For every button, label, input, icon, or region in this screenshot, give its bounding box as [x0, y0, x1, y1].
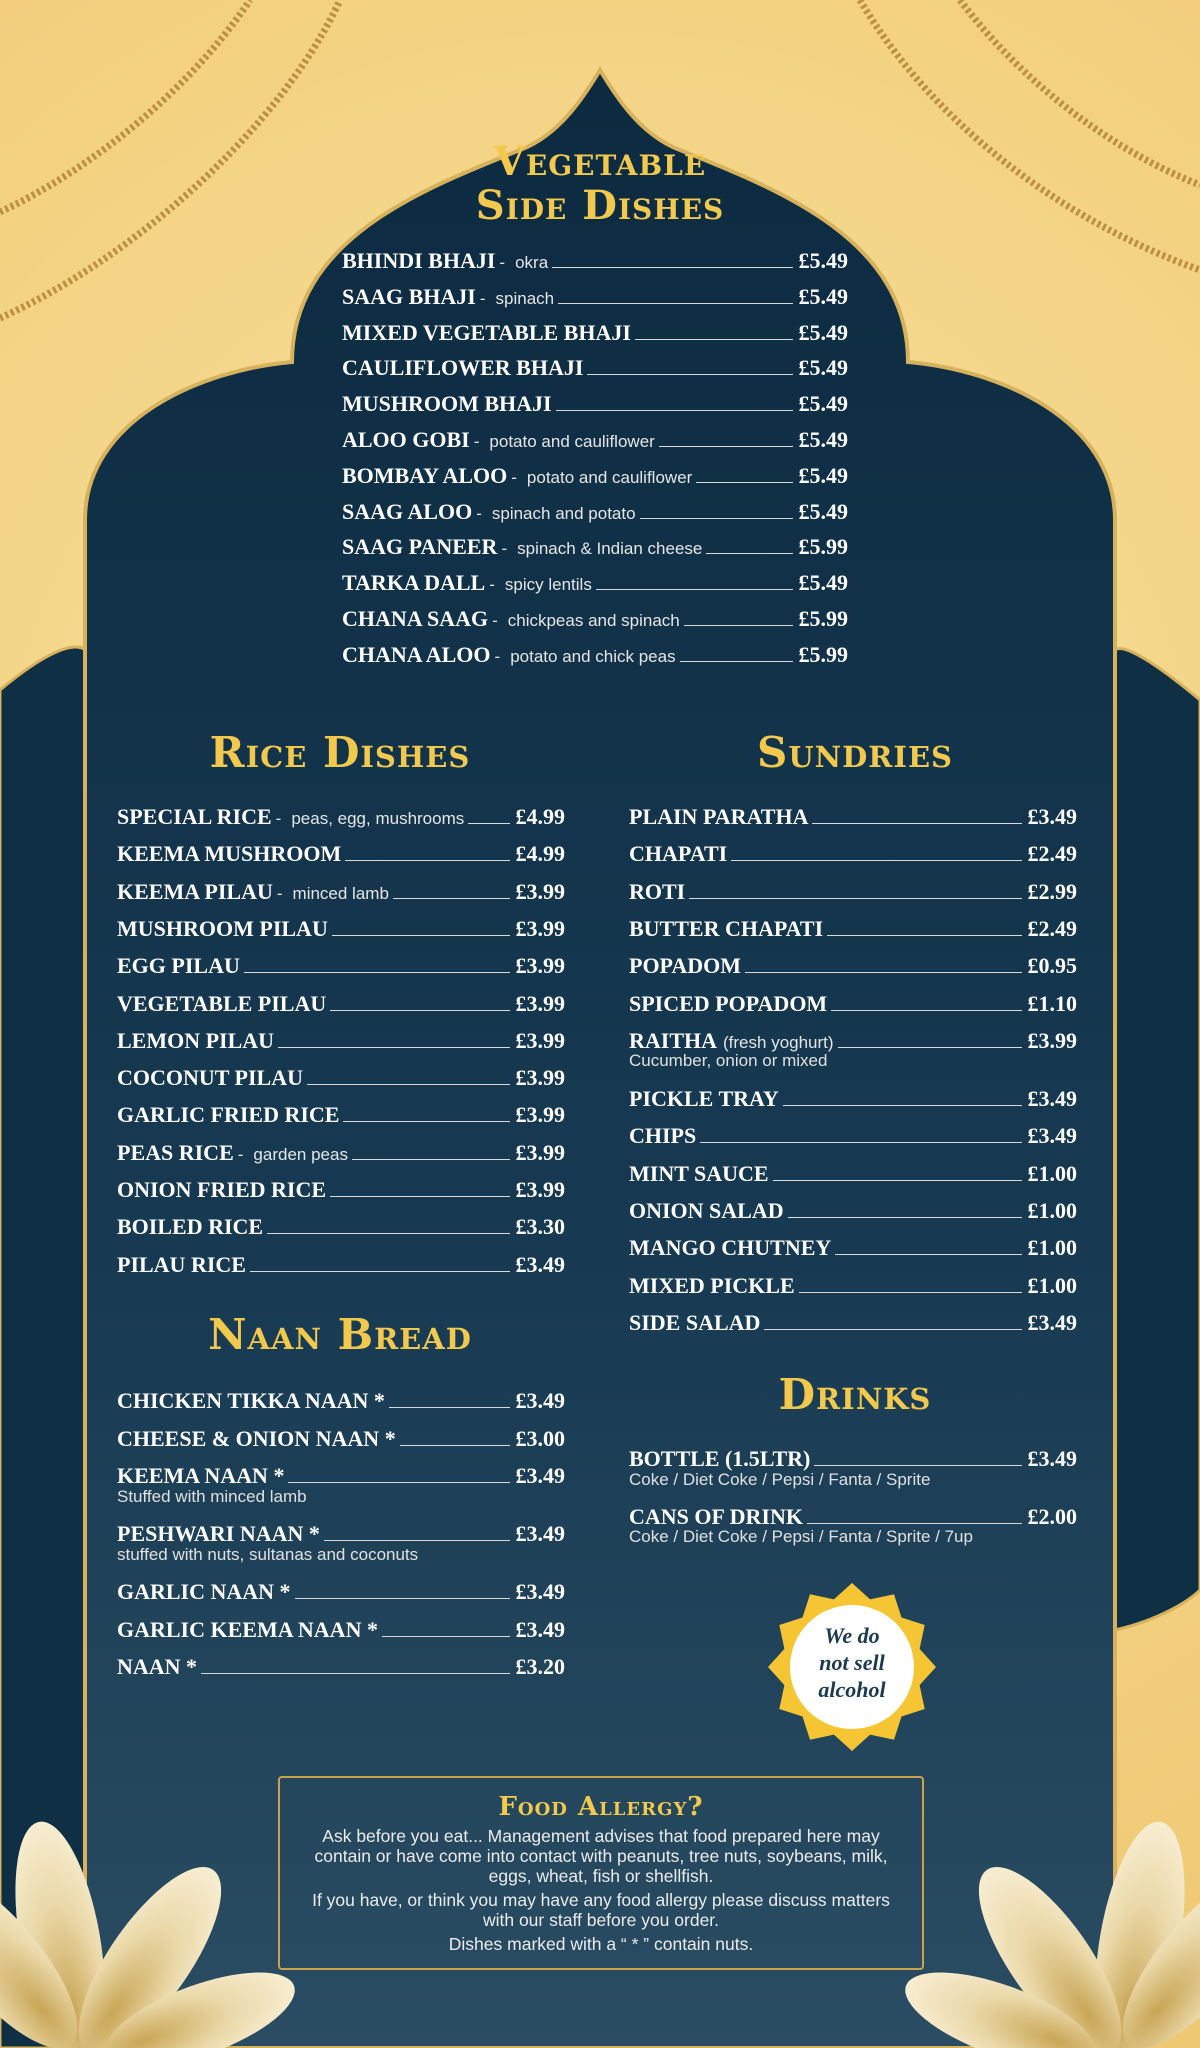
price-leader-line [330, 1196, 509, 1197]
item-price: £5.49 [798, 319, 848, 345]
price-leader-line [552, 267, 792, 268]
menu-item-chicken-tikka-naan [117, 1388, 565, 1414]
menu-item-special-rice [117, 804, 565, 830]
menu-item-bombay-aloo [342, 463, 848, 489]
item-name: GARLIC NAAN * [117, 1578, 291, 1604]
menu-item-vegetable-pilau [117, 991, 565, 1017]
item-description: (fresh yoghurt) [723, 1032, 834, 1052]
price-leader-line [307, 1084, 509, 1085]
item-name: KEEMA NAAN * [117, 1463, 285, 1489]
item-price: £3.49 [1027, 1086, 1077, 1112]
item-price: £3.49 [515, 1251, 565, 1277]
menu-item-butter-chapati [629, 916, 1077, 942]
menu-item-bhindi-bhaji [342, 248, 848, 274]
menu-item-peas-rice [117, 1140, 565, 1166]
sundries-title: Sundries [757, 728, 953, 777]
price-leader-line [799, 1292, 1022, 1293]
price-leader-line [827, 935, 1021, 936]
menu-item-bottle-1-5ltr [629, 1446, 1077, 1472]
item-name: SPICED POPADOM [629, 990, 828, 1016]
price-leader-line [558, 303, 792, 304]
price-leader-line [745, 972, 1021, 973]
item-description: okra [515, 253, 549, 272]
item-description: chickpeas and spinach [507, 611, 680, 630]
menu-item-chapati [629, 841, 1077, 867]
item-description: potato and cauliflower [489, 432, 655, 451]
item-price: £3.99 [515, 1177, 565, 1202]
item-price: £1.00 [1027, 1198, 1077, 1223]
item-price: £5.49 [798, 248, 848, 273]
allergy-paragraph-2: If you have, or think you may have any food allergy please discuss matters with our staff before you order. [312, 1890, 890, 1930]
price-leader-line [812, 823, 1021, 824]
menu-item-cans-of-drink [629, 1504, 1077, 1530]
item-desc-separator: - [499, 253, 506, 272]
item-name: SAAG ALOO [342, 498, 473, 524]
item-name: PLAIN PARATHA [629, 804, 809, 829]
allergy-nuts-note: Dishes marked with a “ * ” contain nuts. [448, 1934, 754, 1954]
item-price: £3.49 [1027, 1446, 1077, 1471]
item-price: £5.49 [798, 462, 848, 488]
price-leader-line [635, 339, 793, 340]
item-price: £4.99 [515, 841, 565, 867]
menu-item-mint-sauce [629, 1161, 1077, 1187]
item-desc-separator: - [501, 539, 508, 559]
item-price: £5.99 [798, 606, 848, 631]
item-price: £3.49 [1027, 1309, 1077, 1335]
menu-item-pilau-rice [117, 1252, 565, 1278]
food-allergy-box [278, 1776, 924, 1970]
menu-item-pickle-tray [629, 1086, 1077, 1112]
price-leader-line [330, 1010, 509, 1011]
menu-item-saag-bhaji [342, 284, 848, 310]
item-name: BHINDI BHAJI [342, 248, 496, 273]
item-price: £5.49 [798, 355, 848, 381]
vegetable-title-line2: Side Dishes [475, 182, 725, 229]
menu-item-garlic-fried-rice [117, 1102, 565, 1128]
price-leader-line [324, 1540, 510, 1541]
price-leader-line [201, 1673, 509, 1674]
price-leader-line [680, 661, 793, 662]
item-price: £1.00 [1027, 1160, 1077, 1186]
badge-line3: alcohol [818, 1677, 886, 1702]
badge-line2: not sell [819, 1650, 885, 1675]
item-price: £3.99 [515, 1139, 565, 1165]
price-leader-line [295, 1598, 510, 1599]
price-leader-line [382, 1636, 510, 1637]
item-price: £2.49 [1027, 915, 1077, 941]
item-name: PICKLE TRAY [629, 1086, 779, 1112]
allergy-paragraph-1: Ask before you eat... Management advises that food prepared here may contain or have come into contact with peanuts, tree nuts, soybeans, milk, eggs, wheat, fish or shellfish. [314, 1826, 888, 1886]
item-name: SPECIAL RICE [117, 804, 272, 829]
item-desc-separator: - [276, 883, 283, 903]
menu-item-plain-paratha [629, 804, 1077, 830]
item-price: £3.20 [515, 1654, 565, 1680]
item-name: BOMBAY ALOO [342, 462, 508, 488]
price-leader-line [773, 1180, 1022, 1181]
price-leader-line [814, 1465, 1021, 1466]
item-name: SAAG PANEER [342, 534, 498, 560]
menu-item-mixed-vegetable-bhaji [342, 320, 848, 346]
item-name: RAITHA [629, 1027, 718, 1053]
menu-item-chana-saag [342, 606, 848, 632]
item-name: GARLIC FRIED RICE [117, 1102, 340, 1128]
item-price: £5.49 [798, 427, 848, 452]
item-name: KEEMA PILAU [117, 878, 273, 904]
price-leader-line [596, 589, 793, 590]
item-description: potato and cauliflower [526, 467, 693, 487]
item-name: SAAG BHAJI [342, 283, 476, 309]
item-price: £1.00 [1027, 1235, 1077, 1261]
price-leader-line [556, 410, 793, 411]
menu-item-roti [629, 879, 1077, 905]
naan-bread-title: Naan Bread [208, 1310, 472, 1359]
item-name: SIDE SALAD [629, 1309, 761, 1335]
item-price: £5.49 [798, 391, 848, 417]
price-leader-line [640, 518, 793, 519]
menu-item-raitha [629, 1028, 1077, 1054]
item-description: peas, egg, mushrooms [291, 809, 465, 828]
item-name: PILAU RICE [117, 1251, 246, 1277]
item-name: CHANA SAAG [342, 606, 489, 631]
rice-dishes-title: Rice Dishes [209, 728, 471, 777]
menu-item-spiced-popadom [629, 991, 1077, 1017]
item-desc-separator: - [489, 575, 495, 595]
price-leader-line [332, 935, 510, 936]
price-leader-line [807, 1523, 1022, 1524]
item-desc-separator: - [476, 503, 482, 523]
item-name: MANGO CHUTNEY [629, 1235, 832, 1261]
item-price: £3.99 [515, 1027, 565, 1053]
item-desc-separator: - [275, 809, 282, 828]
price-leader-line [764, 1329, 1021, 1330]
menu-item-cheese-onion-naan [117, 1426, 565, 1452]
price-leader-line [352, 1159, 510, 1160]
price-leader-line [689, 898, 1021, 899]
menu-item-popadom [629, 953, 1077, 979]
item-subtext: Stuffed with minced lamb [117, 1487, 307, 1507]
item-name: COCONUT PILAU [117, 1065, 304, 1091]
price-leader-line [706, 553, 792, 554]
menu-item-saag-aloo [342, 499, 848, 525]
item-name: GARLIC KEEMA NAAN * [117, 1616, 378, 1642]
item-name: NAAN * [117, 1654, 198, 1680]
vegetable-side-dishes-title [400, 140, 800, 228]
item-desc-separator: - [494, 646, 501, 666]
menu-item-tarka-dall [342, 570, 848, 596]
item-name: PEAS RICE [117, 1139, 234, 1165]
item-name: CHEESE & ONION NAAN * [117, 1425, 396, 1451]
price-leader-line [788, 1217, 1022, 1218]
price-leader-line [400, 1445, 510, 1446]
item-name: BOILED RICE [117, 1214, 264, 1240]
item-price: £3.49 [515, 1521, 565, 1547]
item-name: LEMON PILAU [117, 1027, 275, 1053]
menu-item-lemon-pilau [117, 1028, 565, 1054]
item-subtext: Coke / Diet Coke / Pepsi / Fanta / Sprite / 7up [629, 1527, 973, 1547]
item-price: £5.49 [798, 283, 848, 309]
item-price: £2.00 [1027, 1503, 1077, 1529]
price-leader-line [345, 860, 509, 861]
item-price: £3.99 [515, 953, 565, 979]
item-name: EGG PILAU [117, 953, 240, 979]
price-leader-line [587, 374, 792, 375]
price-leader-line [278, 1047, 509, 1048]
item-name: POPADOM [629, 953, 742, 979]
item-description: spinach [495, 288, 555, 308]
item-name: CHIPS [629, 1123, 697, 1149]
item-price: £3.49 [1027, 1123, 1077, 1149]
item-price: £3.49 [515, 1616, 565, 1642]
price-leader-line [783, 1105, 1022, 1106]
item-name: TARKA DALL [342, 570, 486, 596]
item-price: £3.00 [515, 1425, 565, 1451]
item-name: CHAPATI [629, 841, 728, 867]
item-name: MIXED VEGETABLE BHAJI [342, 319, 631, 345]
bead-garland-left-decoration [0, 0, 340, 318]
price-leader-line [696, 482, 792, 483]
item-subtext: Cucumber, onion or mixed [629, 1051, 828, 1071]
menu-item-garlic-naan [117, 1579, 565, 1605]
item-name: BOTTLE (1.5LTR) [629, 1446, 811, 1471]
item-price: £5.99 [798, 534, 848, 560]
item-description: spinach and potato [491, 503, 636, 523]
menu-item-peshwari-naan [117, 1521, 565, 1547]
item-name: KEEMA MUSHROOM [117, 841, 342, 867]
price-leader-line [267, 1233, 509, 1234]
item-name: ROTI [629, 878, 686, 904]
menu-item-onion-fried-rice [117, 1177, 565, 1203]
menu-item-keema-pilau [117, 879, 565, 905]
menu-item-cauliflower-bhaji [342, 355, 848, 381]
item-price: £5.49 [798, 570, 848, 596]
item-desc-separator: - [479, 288, 486, 308]
item-price: £3.99 [515, 915, 565, 941]
item-name: MINT SAUCE [629, 1160, 769, 1186]
item-price: £0.95 [1027, 953, 1077, 979]
item-subtext: stuffed with nuts, sultanas and coconuts [117, 1544, 419, 1564]
item-name: MIXED PICKLE [629, 1272, 795, 1298]
item-name: CHICKEN TIKKA NAAN * [117, 1388, 385, 1413]
item-name: BUTTER CHAPATI [629, 915, 824, 941]
item-subtext: Coke / Diet Coke / Pepsi / Fanta / Sprite [629, 1469, 931, 1489]
item-description: potato and chick peas [510, 646, 676, 666]
menu-item-mango-chutney [629, 1235, 1077, 1261]
item-name: CANS OF DRINK [629, 1503, 803, 1529]
badge-line1: We do [824, 1623, 880, 1648]
item-name: PESHWARI NAAN * [117, 1521, 320, 1547]
item-price: £3.99 [515, 878, 565, 904]
item-desc-separator: - [473, 432, 480, 451]
vegetable-title-line1: Vegetable [493, 138, 707, 185]
item-name: VEGETABLE PILAU [117, 990, 327, 1016]
price-leader-line [468, 823, 509, 824]
price-leader-line [393, 898, 510, 899]
item-desc-separator: - [237, 1144, 244, 1164]
item-price: £1.00 [1027, 1272, 1077, 1298]
item-price: £2.49 [1027, 841, 1077, 867]
menu-item-saag-paneer [342, 534, 848, 560]
item-description: spinach & Indian cheese [517, 539, 703, 559]
price-leader-line [731, 860, 1021, 861]
price-leader-line [250, 1271, 510, 1272]
price-leader-line [700, 1142, 1021, 1143]
item-description: spicy lentils [504, 575, 592, 595]
item-price: £5.99 [798, 641, 848, 667]
price-leader-line [389, 1407, 510, 1408]
price-leader-line [831, 1010, 1021, 1011]
item-name: MUSHROOM PILAU [117, 915, 328, 941]
side-arch-right [1115, 648, 1200, 1630]
menu-item-garlic-keema-naan [117, 1617, 565, 1643]
menu-item-mushroom-pilau [117, 916, 565, 942]
menu-item-aloo-gobi [342, 427, 848, 453]
price-leader-line [684, 625, 793, 626]
menu-item-onion-salad [629, 1198, 1077, 1224]
price-leader-line [835, 1254, 1021, 1255]
item-name: CHANA ALOO [342, 641, 491, 667]
menu-item-keema-naan [117, 1463, 565, 1489]
price-leader-line [343, 1121, 509, 1122]
menu-item-mushroom-bhaji [342, 391, 848, 417]
item-name: ONION FRIED RICE [117, 1177, 327, 1202]
item-price: £3.49 [515, 1388, 565, 1413]
item-name: CAULIFLOWER BHAJI [342, 355, 584, 381]
item-description: minced lamb [292, 883, 389, 903]
item-price: £3.49 [1027, 804, 1077, 829]
bead-garland-right-decoration [860, 0, 1200, 270]
menu-item-boiled-rice [117, 1214, 565, 1240]
item-price: £4.99 [515, 804, 565, 829]
price-leader-line [244, 972, 510, 973]
menu-item-side-salad [629, 1310, 1077, 1336]
item-price: £2.99 [1027, 878, 1077, 904]
food-allergy-title: Food Allergy? [498, 1792, 704, 1822]
menu-item-keema-mushroom [117, 841, 565, 867]
item-name: MUSHROOM BHAJI [342, 391, 552, 417]
item-name: ALOO GOBI [342, 427, 470, 452]
item-price: £3.99 [515, 1065, 565, 1091]
price-leader-line [838, 1047, 1022, 1048]
item-price: £3.99 [515, 990, 565, 1016]
item-price: £5.49 [798, 498, 848, 524]
item-price: £1.10 [1027, 990, 1077, 1016]
menu-item-chips [629, 1123, 1077, 1149]
price-leader-line [659, 446, 793, 447]
menu-item-mixed-pickle [629, 1273, 1077, 1299]
menu-item-chana-aloo [342, 642, 848, 668]
item-price: £3.49 [515, 1463, 565, 1489]
item-desc-separator: - [492, 611, 498, 630]
item-price: £3.49 [515, 1578, 565, 1604]
item-name: ONION SALAD [629, 1198, 784, 1223]
item-desc-separator: - [511, 467, 517, 487]
no-alcohol-badge-text [786, 1622, 918, 1703]
menu-item-naan [117, 1654, 565, 1680]
menu-item-coconut-pilau [117, 1065, 565, 1091]
price-leader-line [288, 1482, 509, 1483]
item-description: garden peas [253, 1144, 348, 1164]
item-price: £3.30 [515, 1214, 565, 1240]
menu-item-egg-pilau [117, 953, 565, 979]
item-price: £3.99 [515, 1102, 565, 1128]
item-price: £3.99 [1027, 1027, 1077, 1053]
drinks-title: Drinks [778, 1370, 932, 1419]
